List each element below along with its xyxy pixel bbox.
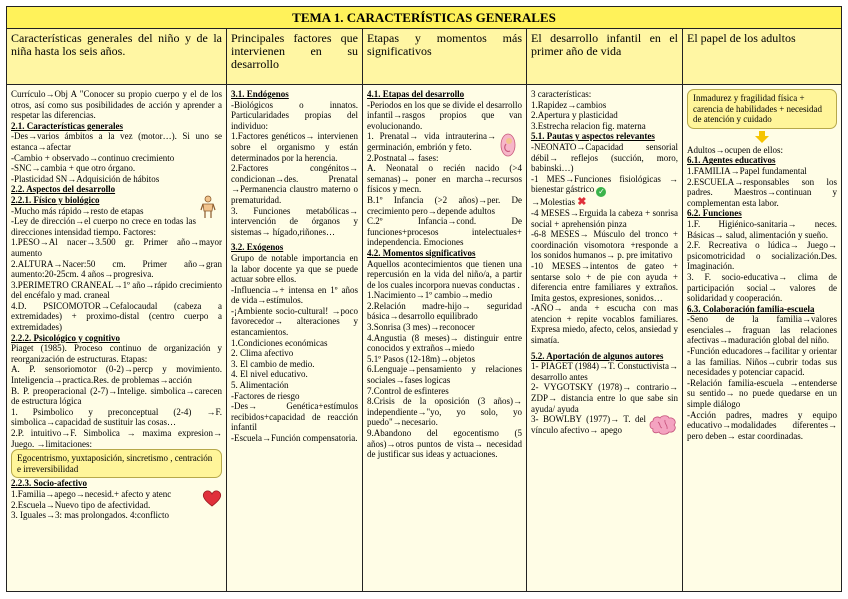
text-line (687, 240, 837, 272)
text-content: 2.2.2. Psicológico y cognitivo (11, 332, 120, 343)
text-content: 1.F. Higiénico-sanitaria→ neces. Básicas→ salud, alimentación y sueño. (687, 218, 837, 240)
summary-sheet (6, 6, 842, 592)
text-content: 4.1. Etapas del desarrollo (367, 89, 465, 99)
person-icon (200, 195, 216, 219)
text-content: -Ley de dirección→el cuerpo no crece en todas las direcciones intensidad tiempo. Factores: (11, 216, 196, 237)
column-header-5: El papel de los adultos (683, 29, 841, 85)
text-content: 3 características: (531, 89, 592, 99)
text-line (687, 145, 837, 156)
text-content: -AÑO→ anda + escucha con mas atencion + repite vocablos familiares. Expresa miedo, afecto, celos, ansiedad y simatía. (531, 303, 678, 346)
text-content: -Relación familia-escuela →entenderse su sentido→ no puede quedarse en un simple diálogo (687, 377, 837, 410)
text-line (231, 285, 358, 306)
text-line (367, 131, 522, 152)
section-heading (367, 89, 522, 100)
text-line (531, 229, 678, 261)
column-adultos (683, 85, 841, 592)
text-line (367, 290, 522, 301)
text-content: -Influencia→+ intensa en 1º años de vida→estímulos. (231, 284, 358, 306)
text-line (367, 333, 522, 354)
text-content: 3.Estrecha relacion fig. materna (531, 120, 646, 131)
text-content: 3. Funciones metabólicas→ intervención de órganos y sistemas→ hígado,riñones… (231, 205, 358, 237)
section-heading (687, 208, 837, 219)
text-content: Currículo→Obj A "Conocer su propio cuerpo y el de los otros, así como sus posibilidades de acción y aprender a respetar las diferencias. (11, 89, 222, 121)
column-header-3: Etapas y momentos más significativos (363, 29, 527, 85)
text-line (11, 386, 222, 407)
text-line (531, 142, 678, 174)
section-heading (11, 121, 222, 132)
text-content: 1.PESO→Al nacer→3.500 gr. Primer año→mayor aumento (11, 237, 222, 258)
text-line (231, 401, 358, 433)
column-header-1: Características generales del niño y de la niña hasta los seis años. (7, 29, 227, 85)
text-line (531, 197, 678, 208)
text-line (231, 253, 358, 285)
text-content: -Escuela→Función compensatoria. (231, 433, 358, 443)
heart-icon (202, 489, 222, 507)
text-content: 9.Abandono del egocentismo (5 años)→otros puntos de vista→ necesidad de justificar sus ideas y actuaciones. (367, 428, 522, 460)
page-title: TEMA 1. CARACTERÍSTICAS GENERALES (7, 7, 841, 29)
text-content: -Función educadores→facilitar y orientar a las familias. Niños→cubrir todas sus necesidades y potenciar capacid. (687, 346, 837, 378)
section-heading (367, 248, 522, 259)
text-line (231, 100, 358, 132)
text-content: B.1º Infancia (>2 años)→per. De crecimiento pero→depende adultos (367, 194, 522, 216)
text-line (11, 301, 222, 333)
text-content: 4.D. PSICOMOTOR→Cefalocaudal (cabeza a extremidades) + proximo-distal (centro cuerpo a extremidades) (11, 300, 222, 333)
text-line (11, 153, 222, 164)
text-line (367, 354, 522, 365)
text-content: 2. Clima afectivo (231, 348, 294, 359)
column-header-4: El desarrollo infantil en el primer año de vida (527, 29, 683, 85)
text-content: 5. Alimentación (231, 380, 289, 391)
text-content: 2.1. Características generales (11, 120, 123, 131)
section-heading (11, 184, 222, 195)
text-line (367, 396, 522, 428)
text-content: Inmadurez y fragilidad física + carencia de habilidades + necesidad de atención y cuidado (693, 93, 823, 125)
text-content: -¡Ambiente socio-cultural! →poco favorecedor→ alteraciones y estancamientos. (231, 305, 358, 338)
section-heading (231, 89, 358, 100)
text-line (231, 306, 358, 338)
text-line (11, 237, 222, 258)
text-content: C.2º Infancia→cond. De funciones+procesos intelectuales+ independencia. Emociones (367, 216, 522, 248)
text-line (687, 272, 837, 304)
text-content: 1.Factores genéticos→ intervienen sobre el organismo y están determinados por la herencia. (231, 131, 358, 163)
text-line (687, 219, 837, 240)
text-line (367, 153, 522, 164)
text-content: -Periodos en los que se divide el desarrollo infantil→rasgos propios que van evolucionando. (367, 99, 522, 131)
text-content: 3.PERIMETRO CRANEAL→1º año→rápido crecimiento del encéfalo y mad. craneal (11, 279, 222, 301)
text-content: 1- PIAGET (1984)→T. Constuctivista→ desarrollo antes (531, 361, 678, 382)
text-line (531, 121, 678, 132)
text-content: -Acción padres, madres y equipo educativo→modalidades diferentes→ pero deben→ estar coordinadas. (687, 409, 837, 441)
text-line (231, 163, 358, 205)
text-content: 1.Rapidez→cambios (531, 99, 607, 110)
text-content: 2.Apertura y plasticidad (531, 110, 618, 121)
text-content: 2- VYGOTSKY (1978)→ contrario→ ZDP→ distancia entre lo que sabe sin ayuda/ ayuda (531, 382, 678, 414)
text-line (11, 163, 222, 174)
text-content: 6.3. Colaboración familia-escuela (687, 303, 815, 314)
text-line (11, 407, 222, 428)
text-content: Grupo de notable importancia en la labor docente ya que se puede actuar sobre ellos. (231, 252, 358, 285)
text-content: 5.1. Pautas y aspectos relevantes (531, 131, 655, 142)
text-content: 1. Psimbolico y preconceptual (2-4) →F. simbolica→capacidad de sustituir las cosas… (11, 406, 222, 428)
text-line (367, 163, 522, 195)
text-content: 3.1. Endógenos (231, 89, 289, 99)
text-content: 2.2.1. Físico y biológico (11, 194, 100, 205)
text-line (231, 338, 358, 349)
text-content: -Cambio + observado→continuo crecimiento (11, 152, 175, 163)
text-line (531, 382, 678, 414)
text-content: -Des→ Genética+estímulos recibidos+capacidad de reacción infantil (231, 401, 358, 433)
text-content: -1 MES→Funciones fisiológicas → bienestar gástrico (531, 173, 678, 195)
text-line (231, 380, 358, 391)
text-line (687, 410, 837, 442)
text-line (11, 500, 222, 511)
text-content: 1.Familia→apego→necesid.+ afecto y atenc (11, 488, 172, 499)
column-etapas (363, 85, 527, 592)
text-content: 3. El cambio de medio. (231, 358, 315, 369)
text-content: Piaget (1985). Proceso continuo de organización y reorganización de estructuras. Etapas: (11, 343, 222, 364)
text-content: 3.Sonrisa (3 mes)→reconocer (367, 322, 475, 333)
brain-icon (648, 414, 678, 436)
text-content: 1.Condiciones económicas (231, 337, 328, 348)
text-line (11, 259, 222, 280)
text-content: 6.Lenguaje→pensamiento y relaciones sociales→fases logicas (367, 364, 522, 386)
text-content: Aquellos acontecimientos que tienen una repercusión en la vida del niño/a, a partir de los cuales incorpora nuevas conductas . (367, 258, 522, 290)
text-line (11, 89, 222, 121)
text-content: 3- BOWLBY (1977)→ T. del vínculo afectivo→ apego (531, 414, 646, 435)
text-content: →Molestias (531, 197, 575, 208)
text-content: -Factores de riesgo (231, 390, 300, 401)
section-heading (11, 333, 222, 344)
text-content: 2.Postnatal→ fases: (367, 152, 439, 163)
text-line (231, 433, 358, 444)
text-line (11, 364, 222, 385)
section-heading (231, 242, 358, 253)
text-content: 3.2. Exógenos (231, 242, 284, 253)
text-content: B. P. preoperacional (2-7)→Intelige. simbolica→carecen de estructura lógica (11, 385, 222, 407)
text-content: 2.F. Recreativa o lúdica→ Juego→ psicomotricidad o socialización.Des. Imaginación. (687, 240, 837, 272)
text-line (11, 216, 222, 237)
text-line (531, 110, 678, 121)
text-line (11, 510, 222, 521)
text-content: 5.2. Aportación de algunos autores (531, 350, 664, 361)
text-content: -4 MESES→Erguida la cabeza + sonrisa social + aprehensión pinza (531, 207, 678, 229)
text-line (11, 131, 222, 152)
text-line (367, 100, 522, 132)
check-icon: ✓ (598, 187, 605, 197)
text-line (687, 314, 837, 346)
text-content: 4.Angustia (8 meses)→ distinguir entre conocidos y extraños→miedo (367, 332, 522, 354)
text-content: 4.2. Momentos significativos (367, 247, 476, 258)
text-line (11, 206, 222, 217)
text-content: -10 MESES→intentos de gateo + sentarse solo + de pie con ayuda + diferencia entre familiares y extraños. Imita gestos, expresiones, sonidos… (531, 260, 678, 303)
text-line (231, 348, 358, 359)
text-line (367, 259, 522, 291)
text-line (11, 280, 222, 301)
text-line (687, 346, 837, 378)
text-content: A. Neonatal o recién nacido (>4 semanas)→ poner en marcha→recursos físicos y mecn. (367, 163, 522, 195)
text-content: -NEONATO→Capacidad sensorial débil→ reflejos (succión, moro, babinski…) (531, 141, 678, 174)
text-content: -SNC→cambia + que otro órgano. (11, 163, 136, 174)
text-content: -6-8 MESES→ Músculo del tronco + coordinación visomotora +responde a los sonidos humanos→ p. pre imitativo (531, 229, 678, 261)
text-content: -Plasticidad SN→Adquisición de hábitos (11, 173, 160, 184)
text-content: -Mucho más rápido→resto de etapas (11, 205, 144, 216)
text-line (531, 208, 678, 229)
text-content: 1. Prenatal→ vida intrauterina→ germinación, embrión y feto. (367, 131, 496, 152)
section-heading (531, 131, 678, 142)
text-line (687, 378, 837, 410)
text-line (367, 216, 522, 248)
text-content: 2.Relación madre-hijo→ seguridad básica→desarrollo equilibrado (367, 300, 522, 322)
text-line (531, 174, 678, 198)
text-content: 2.ESCUELA→responsables son los padres. Maestros→continuan y complementan esta labor. (687, 176, 837, 208)
text-content: 2.Escuela→Nuevo tipo de afectividad. (11, 499, 151, 510)
text-line (11, 489, 222, 500)
text-content: 5.1º Pasos (12-18m)→objetos (367, 353, 476, 364)
text-line (231, 359, 358, 370)
text-line (231, 369, 358, 380)
section-heading (531, 351, 678, 362)
column-caracteristicas (7, 85, 227, 592)
text-content: 2.ALTURA→Nacer:50 cm. Primer año→gran aumento:20-25cm. 4 años→progresiva. (11, 258, 222, 280)
text-line (687, 177, 837, 209)
text-content: 2.P. intuitivo→F. Simbolica → maxima expresion→ Juego. →limitaciones: (11, 428, 222, 449)
text-content: 3. Iguales→3: mas prolongados. 4:conflicto (11, 510, 169, 521)
text-content: 2.2. Aspectos del desarrollo (11, 184, 116, 195)
text-line (11, 428, 222, 449)
text-content: -Biológicos o innatos. Particularidades propias del individuo: (231, 99, 358, 131)
text-line (531, 100, 678, 111)
text-content: 6.1. Agentes educativos (687, 155, 776, 166)
column-header-2: Principales factores que intervienen en su desarrollo (227, 29, 363, 85)
column-factores (227, 85, 363, 592)
text-line (367, 195, 522, 216)
section-heading (11, 478, 222, 489)
text-content: 1.Nacimiento→1º cambio→medio (367, 290, 493, 301)
text-line (687, 166, 837, 177)
cross-icon: ✖ (577, 196, 587, 209)
text-line (11, 174, 222, 185)
text-content: 8.Crisis de la oposición (3 años)→ independiente→"yo, yo solo, yo puedo"→necesario. (367, 396, 522, 428)
text-line (531, 361, 678, 382)
text-content: 4. El nivel educativo. (231, 369, 308, 380)
text-content: 1.FAMILIA→Papel fundamental (687, 165, 807, 176)
text-line (231, 131, 358, 163)
arrow-down-icon (687, 131, 837, 143)
text-line (531, 89, 678, 100)
text-line (231, 391, 358, 402)
text-line (367, 301, 522, 322)
highlight-callout (11, 449, 222, 478)
text-line (531, 414, 678, 435)
text-content: A. P. sensoriomotor (0-2)→percp y movimiento. Inteligencia→practica.Res. de problemas→acción (11, 364, 222, 386)
text-line (367, 364, 522, 385)
text-line (367, 428, 522, 460)
text-line (231, 206, 358, 238)
text-content: 2.Factores congénitos→ condicionan→des. Prenatal →Permanencia claustro materno o prematuridad. (231, 163, 358, 205)
text-content: 2.2.3. Socio-afectivo (11, 478, 87, 489)
column-primer-anio (527, 85, 683, 592)
section-heading (11, 195, 222, 206)
fetus-icon (500, 133, 516, 157)
text-line (11, 343, 222, 364)
text-line (367, 322, 522, 333)
highlight-callout (687, 89, 837, 129)
text-line (367, 386, 522, 397)
text-content: 7.Control de esfinteres (367, 385, 449, 396)
text-content: 6.2. Funciones (687, 208, 742, 219)
section-heading (687, 155, 837, 166)
text-line (531, 261, 678, 303)
text-content: Adultos→ocupen de ellos: (687, 144, 783, 155)
text-content: 3. F. socio-educativa→ clima de participación social→ valores de solidaridad y cooperación. (687, 271, 837, 304)
text-content: Egocentrismo, yuxtaposición, sincretismo , centración e irreversibilidad (17, 453, 213, 474)
text-line (531, 303, 678, 345)
text-content: -Seno de la familia→valores esenciales→ fraguan las relaciones afectivas→maduración global del niño. (687, 314, 837, 346)
text-content: -Des→varios ámbitos a la vez (motor…). Si uno se estanca→afectar (11, 131, 222, 152)
section-heading (687, 304, 837, 315)
